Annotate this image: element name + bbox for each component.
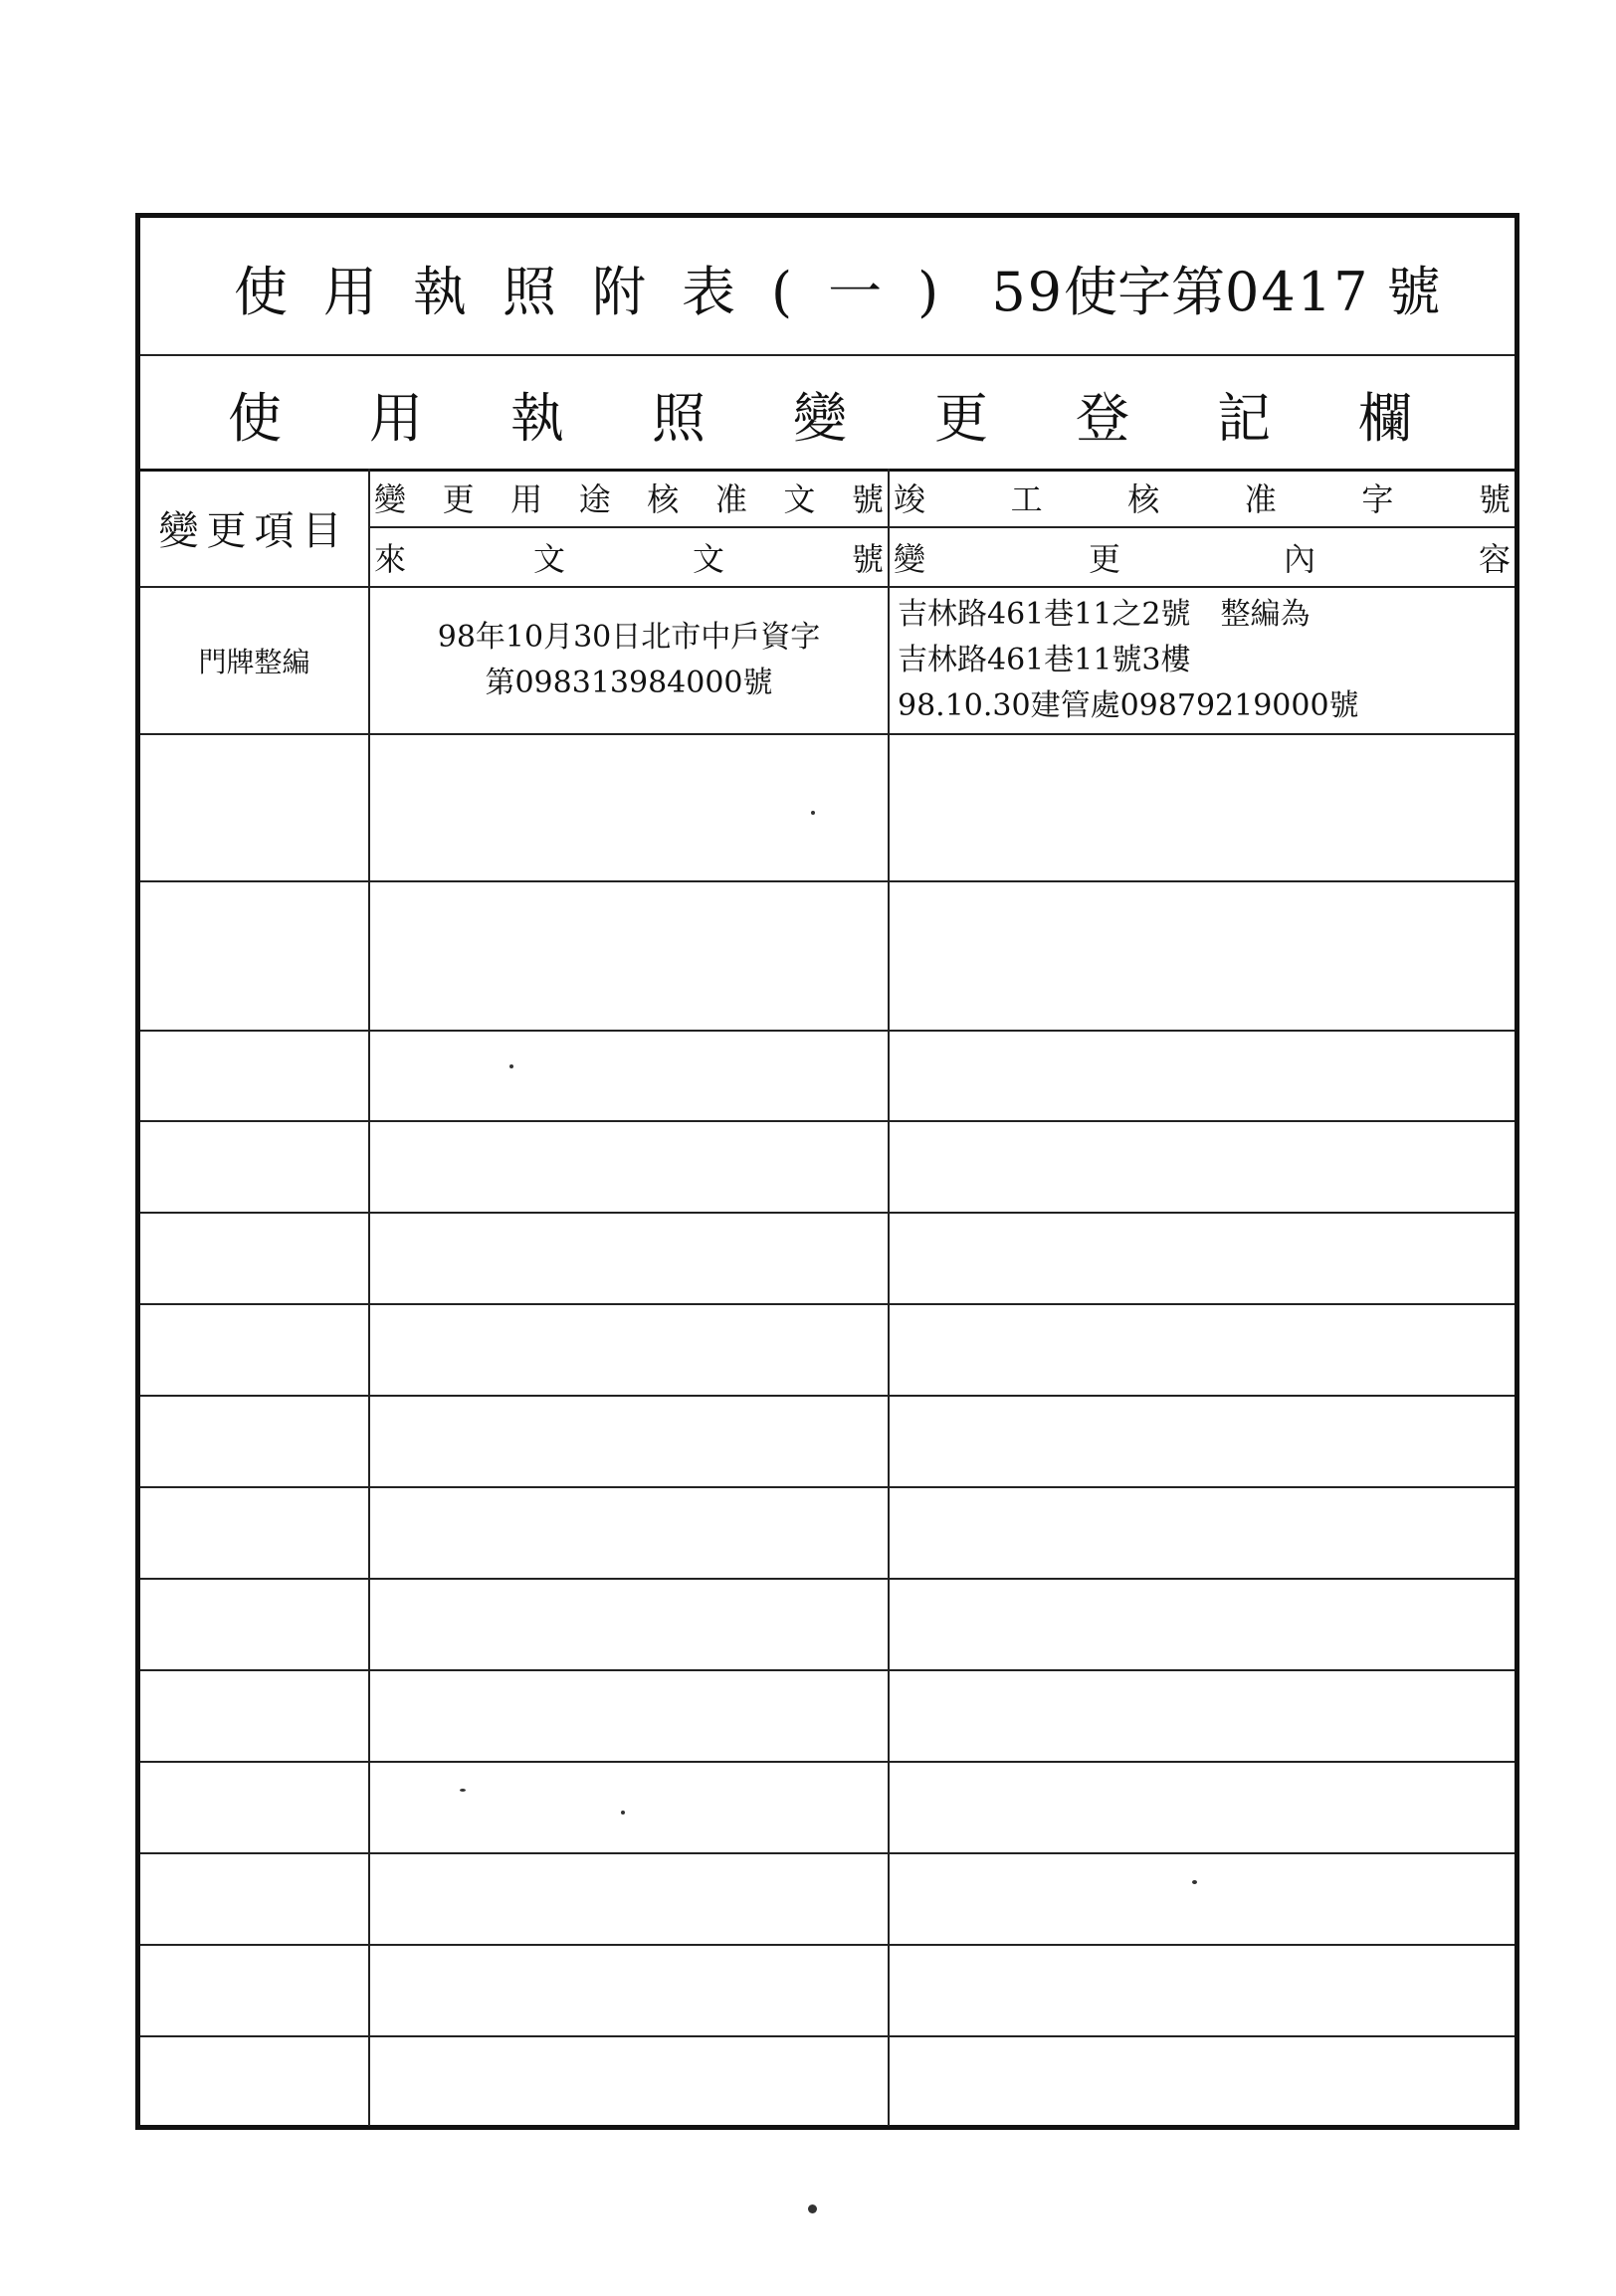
header-char: 內 — [1283, 540, 1315, 578]
header-char: 變 — [894, 540, 926, 578]
entry-change-item: 門牌整編 — [140, 587, 369, 734]
license-form-frame — [135, 213, 1519, 2130]
table-row — [140, 1945, 1515, 2036]
title-prefix: 使用執照附表(一) — [234, 261, 975, 323]
table-row — [140, 734, 1515, 881]
header-char: 更 — [1088, 540, 1120, 578]
title-row — [140, 218, 1515, 356]
entry-content-line: 98.10.30建管處09879219000號 — [898, 688, 1359, 723]
register-heading: 使用執照變更登記欄 — [228, 387, 1500, 450]
header-change-item: 變更項目 — [140, 469, 369, 587]
header-char: 用 — [510, 480, 543, 518]
table-row — [140, 1762, 1515, 1853]
scan-speck — [808, 2204, 817, 2213]
header-char: 號 — [851, 480, 884, 518]
header-char: 工 — [1010, 480, 1043, 518]
change-register-table — [140, 469, 1515, 2126]
header-char: 號 — [851, 540, 884, 578]
header-completion-no — [889, 469, 1515, 527]
header-char: 變 — [374, 480, 407, 518]
title-year: 59 — [991, 261, 1065, 323]
entry-change-content — [889, 587, 1515, 734]
table-row — [140, 1121, 1515, 1213]
table-row — [140, 1213, 1515, 1304]
table-row — [140, 1853, 1515, 1945]
header-char: 核 — [1127, 480, 1160, 518]
table-row — [140, 881, 1515, 1031]
table-row — [140, 1304, 1515, 1396]
header-char: 字 — [1361, 480, 1394, 518]
table-row — [140, 2036, 1515, 2126]
table-row — [140, 1670, 1515, 1762]
table-row — [140, 1031, 1515, 1121]
title-number: 0417 — [1225, 261, 1370, 323]
scan-speck — [509, 1064, 513, 1068]
header-char: 號 — [1478, 480, 1511, 518]
table-row — [140, 587, 1515, 734]
register-heading-row — [140, 354, 1515, 472]
table-row — [140, 1579, 1515, 1670]
title-middle: 使字第 — [1064, 261, 1226, 323]
header-char: 准 — [1244, 480, 1277, 518]
table-row — [140, 1396, 1515, 1487]
entry-content-line: 吉林路461巷11號3樓 — [898, 643, 1191, 677]
header-char: 竣 — [894, 480, 926, 518]
header-char: 文 — [532, 540, 565, 578]
entry-ref-line: 第098313984000號 — [485, 666, 773, 700]
form-title — [234, 250, 1441, 326]
header-incoming-doc-no — [369, 527, 889, 587]
entry-ref-line: 98年10月30日北市中戶資字 — [437, 620, 821, 655]
scan-speck — [1192, 1880, 1197, 1884]
header-row-1 — [140, 469, 1515, 527]
header-char: 來 — [374, 540, 407, 578]
scan-speck — [811, 811, 815, 815]
entry-incoming-doc — [369, 587, 889, 734]
entry-content-line: 吉林路461巷11之2號 整編為 — [898, 597, 1311, 632]
header-char: 核 — [647, 480, 680, 518]
header-approval-doc-no — [369, 469, 889, 527]
header-char: 更 — [442, 480, 475, 518]
title-suffix: 號 — [1386, 261, 1441, 323]
header-char: 容 — [1478, 540, 1511, 578]
table-row — [140, 1487, 1515, 1579]
header-char: 途 — [578, 480, 611, 518]
scan-speck — [460, 1789, 466, 1792]
header-char: 准 — [714, 480, 747, 518]
header-char: 文 — [783, 480, 816, 518]
header-char: 文 — [692, 540, 724, 578]
header-change-content — [889, 527, 1515, 587]
scan-speck — [621, 1811, 625, 1815]
